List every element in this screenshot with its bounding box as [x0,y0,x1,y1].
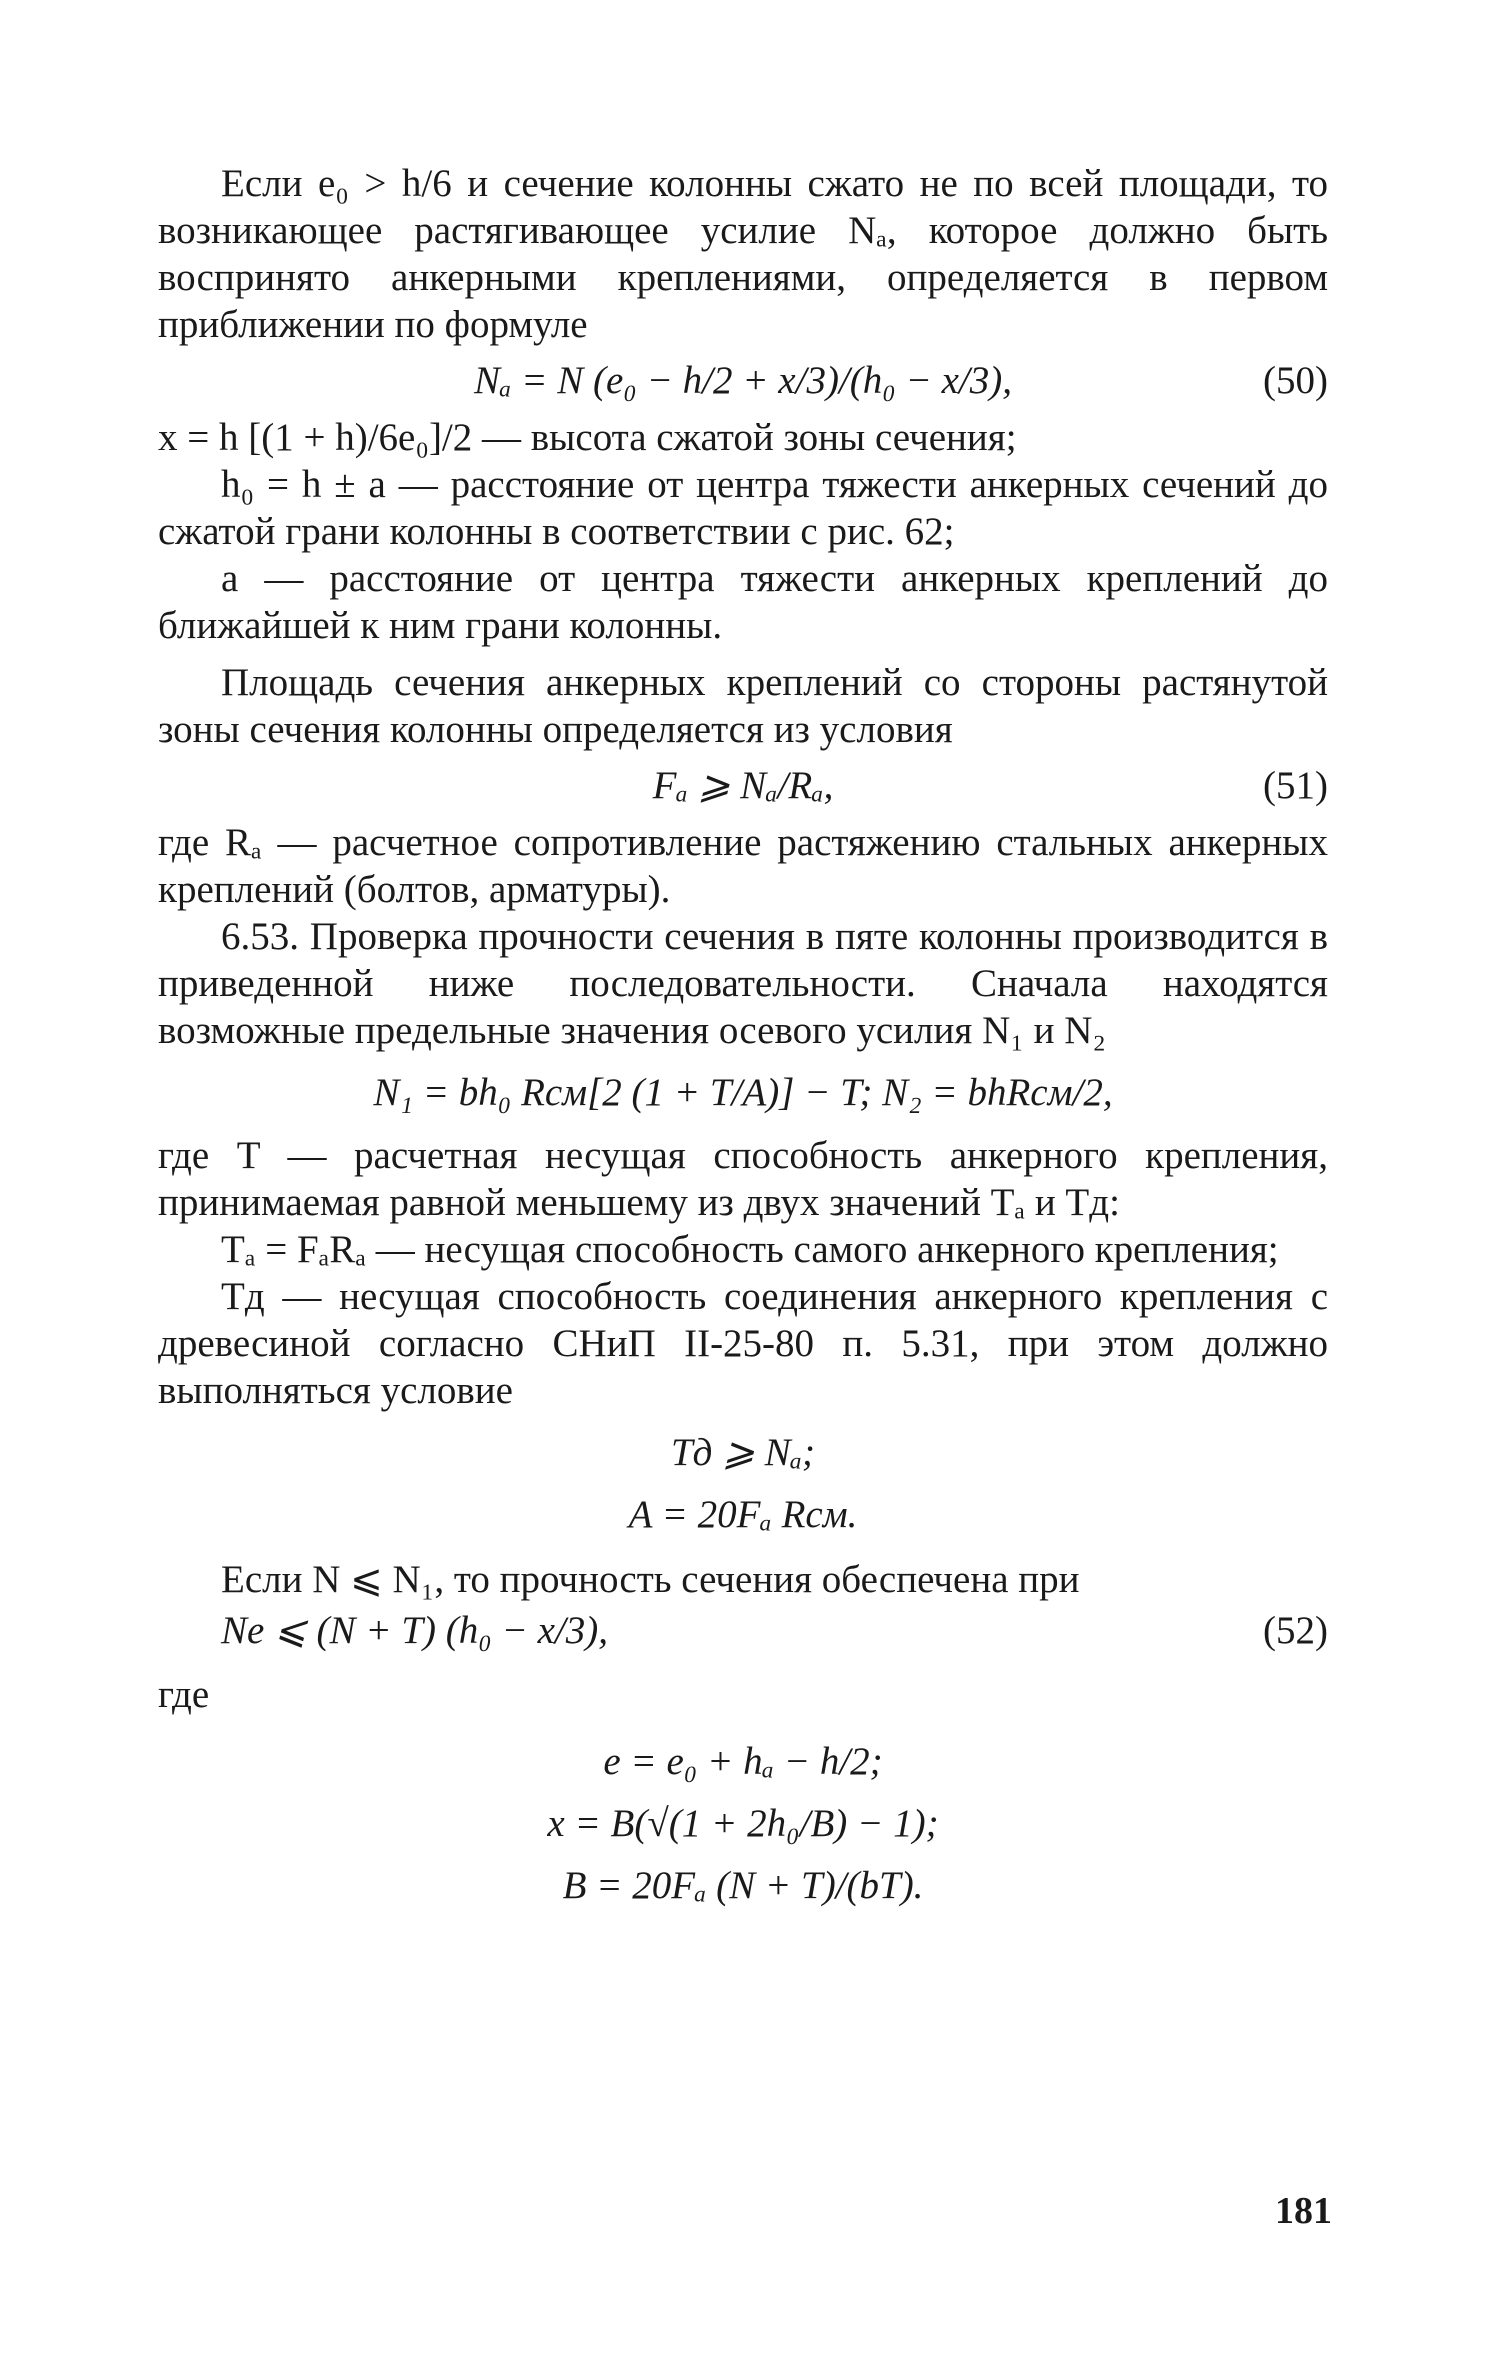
equation-N1-N2: N₁ = bh₀ Rсм[2 (1 + T/A)] − T; N₂ = bhRсм/2, [373,1071,1113,1114]
equation-52-number: (52) [1263,1609,1328,1652]
page-number: 181 [1275,2190,1332,2232]
definition-Ra: где Rₐ — расчетное сопротивление растяжению стальных анкерных креплений (болтов, арматуры). [158,821,1328,911]
definition-Td: Tд — несущая способность соединения анкерного крепления с древесиной согласно СНиП II-25-80 п. 5.31, при этом должно выполняться условие [158,1275,1328,1412]
condition-A: A = 20Fₐ Rсм. [628,1493,858,1536]
condition-Td: Tд ⩾ Nₐ; [670,1431,815,1474]
definition-Ta: Tₐ = FₐRₐ — несущая способность самого анкерного крепления; [221,1228,1279,1271]
formula-block-final [158,1731,1328,1917]
page-body [158,160,1328,1925]
paragraph-6-53: 6.53. Проверка прочности сечения в пяте колонны производится в приведенной ниже последовательности. Сначала находятся возможные предельные значения осевого усилия N₁ и N₂ [158,915,1328,1052]
equation-50-formula: Nₐ = N (e₀ − h/2 + x/3)/(h₀ − x/3), [473,359,1013,402]
formula-x: x = B(√(1 + 2h₀/B) − 1); [547,1802,939,1845]
equation-52 [158,1603,1328,1659]
definition-h0: h₀ = h ± a — расстояние от центра тяжести анкерных сечений до сжатой грани колонны в соответствии с рис. 62; [158,463,1328,553]
paragraph-2: Площадь сечения анкерных креплений со стороны растянутой зоны сечения колонны определяется из условия [158,661,1328,751]
definition-a: a — расстояние от центра тяжести анкерных креплений до ближайшей к ним грани колонны. [158,557,1328,647]
paragraph-1: Если e₀ > h/6 и сечение колонны сжато не по всей площади, то возникающее растягивающее усилие Nₐ, которое должно быть воспринято анкерными креплениями, определяется в первом приближении по формуле [158,162,1328,346]
equation-51 [158,753,1328,819]
paragraph-4: Если N ⩽ N₁, то прочность сечения обеспечена при [221,1558,1080,1601]
where-label: где [158,1673,210,1716]
definition-x: x = h [(1 + h)/6e₀]/2 — высота сжатой зоны сечения; [158,416,1017,459]
formula-e: e = e₀ + hₐ − h/2; [603,1740,883,1783]
equation-50-number: (50) [1263,359,1328,402]
condition-block [158,1422,1328,1546]
formula-B: B = 20Fₐ (N + T)/(bT). [562,1864,924,1907]
definition-T: где T — расчетная несущая способность анкерного крепления, принимаемая равной меньшему из двух значений Tₐ и Tд: [158,1134,1328,1224]
equation-51-formula: Fₐ ⩾ Nₐ/Rₐ, [652,764,834,807]
equation-50 [158,348,1328,414]
equation-51-number: (51) [1263,764,1328,807]
equation-52-formula: Ne ⩽ (N + T) (h₀ − x/3), [221,1609,608,1652]
equation-N1-N2-block [158,1062,1328,1124]
